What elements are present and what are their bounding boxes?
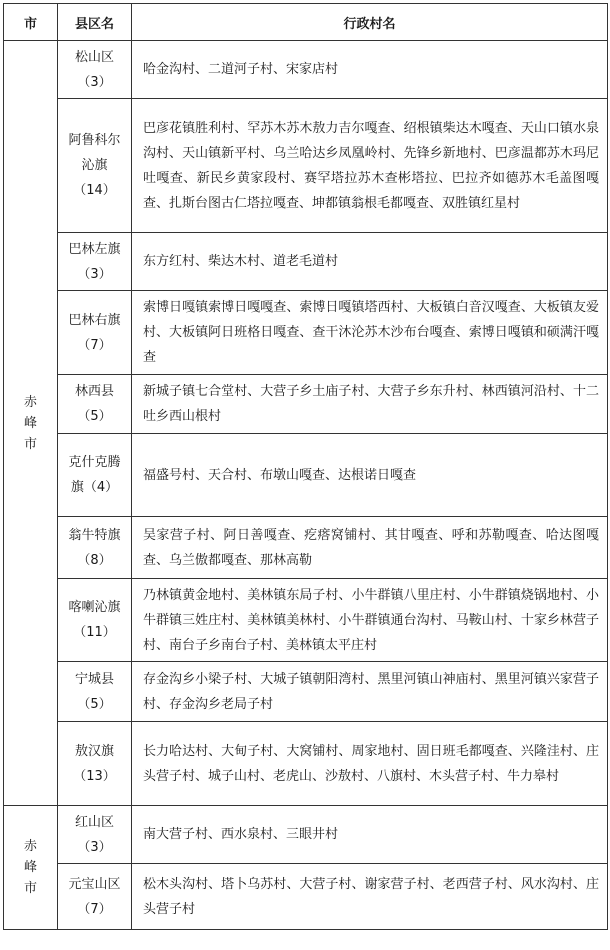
city-name: 赤峰市 [23, 394, 37, 452]
villages-cell: 乃林镇黄金地村、美林镇东局子村、小牛群镇八里庄村、小牛群镇烧锅地村、小牛群镇三姓庄村、美林镇美林村、小牛群镇通台沟村、马鞍山村、十家乡林营子村、南台子乡南台子村、美林镇太平庄村 [132, 579, 608, 662]
county-cell [58, 722, 132, 806]
villages-cell: 吴家营子村、阿日善嘎查、疙瘩窝铺村、其甘嘎查、呼和苏勒嘎查、哈达图嘎查、乌兰傲都嘎查、那林高勒 [132, 517, 608, 579]
villages-cell: 松木头沟村、塔卜乌苏村、大营子村、谢家营子村、老西营子村、风水沟村、庄头营子村 [132, 864, 608, 930]
villages-cell: 长力哈达村、大甸子村、大窝铺村、周家地村、固日班毛都嘎查、兴隆洼村、庄头营子村、城子山村、老虎山、沙敖村、八旗村、木头营子村、牛力皋村 [132, 722, 608, 806]
county-name: 敖汉旗（13） [73, 743, 116, 784]
city-cell [4, 41, 58, 806]
county-cell [58, 41, 132, 99]
county-name: 林西县（5） [74, 384, 114, 424]
county-cell [58, 864, 132, 930]
county-name: 元宝山区（7） [68, 876, 121, 917]
villages-cell: 巴彦花镇胜利村、罕苏木苏木敖力吉尔嘎查、绍根镇柴达木嘎查、天山口镇水泉沟村、天山镇新平村、乌兰哈达乡凤凰岭村、先锋乡新地村、巴彦温都苏木玛尼吐嘎查、新民乡黄家段村、赛罕塔拉苏木查彬塔拉、巴拉齐如德苏木毛盖图嘎查、扎斯台图古仁塔拉嘎查、坤都镇翁根毛都嘎查、双胜镇红星村 [132, 99, 608, 233]
county-cell [58, 375, 132, 434]
villages-cell: 福盛号村、天合村、布墩山嘎查、达根诺日嘎查 [132, 434, 608, 517]
villages-cell: 东方红村、柴达木村、道老毛道村 [132, 233, 608, 291]
table-row [4, 375, 608, 434]
county-cell [58, 99, 132, 233]
county-name: 宁城县（5） [74, 671, 114, 712]
header-row [4, 4, 608, 41]
table-row [4, 722, 608, 806]
villages-cell: 新城子镇七合堂村、大营子乡土庙子村、大营子乡东升村、林西镇河沿村、十二吐乡西山根村 [132, 375, 608, 434]
table-row [4, 233, 608, 291]
header-villages: 行政村名 [132, 4, 608, 41]
table-row [4, 291, 608, 375]
county-cell [58, 434, 132, 517]
table-row [4, 434, 608, 517]
county-name: 翁牛特旗（8） [68, 527, 121, 568]
table-row [4, 41, 608, 99]
county-cell [58, 233, 132, 291]
county-name: 巴林右旗（7） [68, 312, 121, 353]
village-table [3, 3, 608, 930]
county-name: 阿鲁科尔沁旗（14） [68, 133, 121, 198]
county-cell [58, 579, 132, 662]
county-cell [58, 806, 132, 864]
city-cell [4, 806, 58, 930]
county-name: 克什克腾旗（4） [68, 455, 121, 495]
villages-cell: 索博日嘎镇索博日嘎嘎查、索博日嘎镇塔西村、大板镇白音汉嘎查、大板镇友爱村、大板镇阿日班格日嘎查、查干沐沦苏木沙布台嘎查、索博日嘎镇和硕满汗嘎查 [132, 291, 608, 375]
table-row [4, 517, 608, 579]
table-row [4, 99, 608, 233]
table-row [4, 579, 608, 662]
county-cell [58, 517, 132, 579]
county-cell [58, 291, 132, 375]
table-row [4, 806, 608, 864]
table-row [4, 864, 608, 930]
villages-cell: 存金沟乡小梁子村、大城子镇朝阳湾村、黑里河镇山神庙村、黑里河镇兴家营子村、存金沟乡老局子村 [132, 662, 608, 722]
villages-cell: 南大营子村、西水泉村、三眼井村 [132, 806, 608, 864]
villages-cell: 哈金沟村、二道河子村、宋家店村 [132, 41, 608, 99]
city-name: 赤峰市 [23, 839, 37, 896]
header-county: 县区名 [58, 4, 132, 41]
county-cell [58, 662, 132, 722]
header-city: 市 [4, 4, 58, 41]
county-name: 红山区（3） [74, 814, 114, 855]
county-name: 喀喇沁旗（11） [68, 600, 121, 640]
table-row [4, 662, 608, 722]
county-name: 巴林左旗（3） [68, 241, 121, 282]
county-name: 松山区（3） [74, 49, 114, 90]
